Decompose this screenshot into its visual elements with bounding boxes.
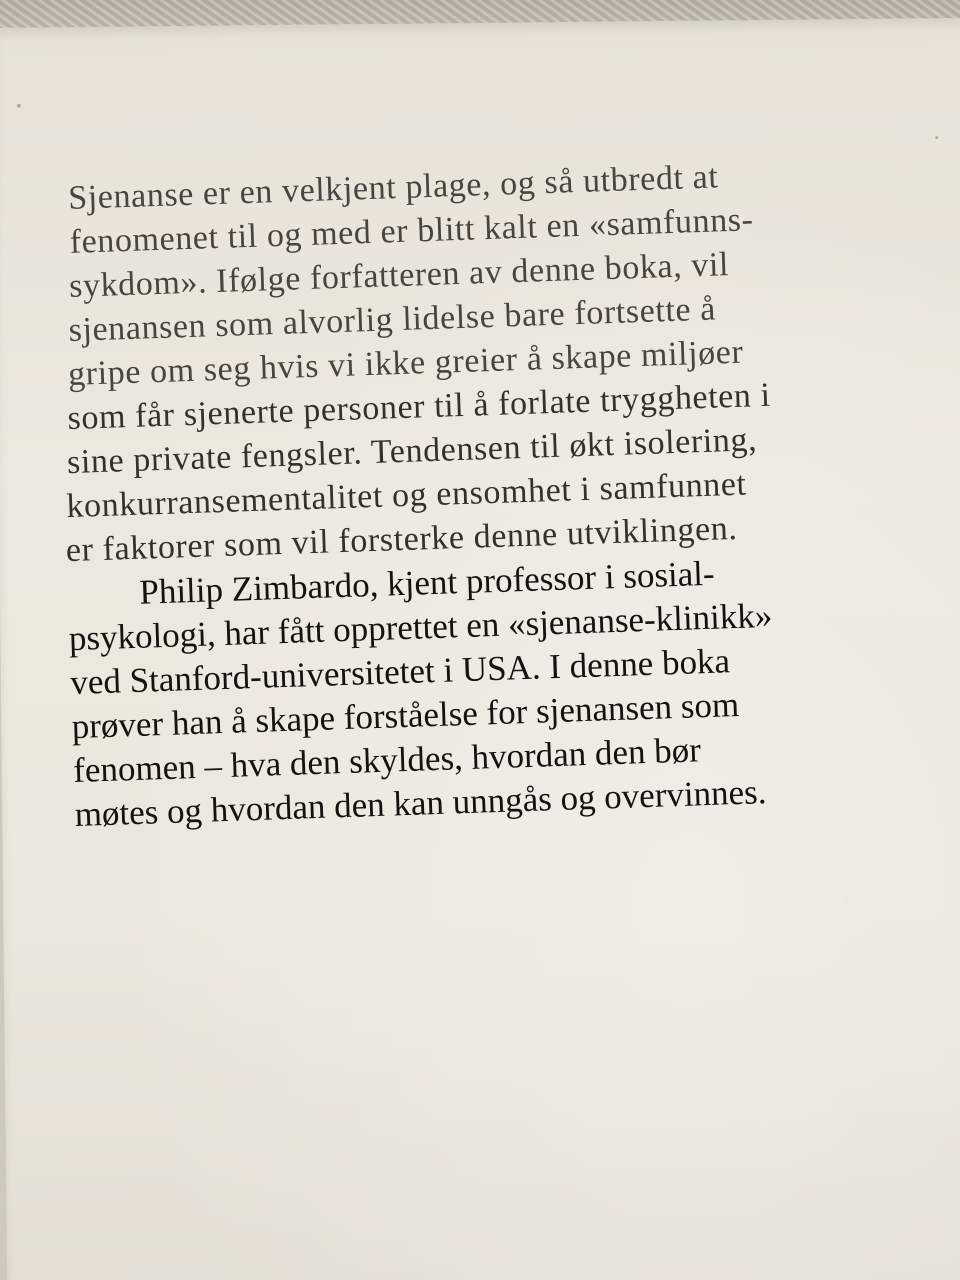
blurb-line: gripe om seg hvis vi ikke greier å skape miljøer: [67, 333, 744, 394]
blurb-line: sykdom». Ifølge forfatteren av denne boka, vil: [68, 246, 730, 305]
blurb-paragraph-1: [54, 149, 927, 573]
blurb-line: er faktorer som vil forsterke denne utviklingen.: [65, 509, 738, 570]
blurb-line: ved Stanford-universitetet i USA. I denne boka: [69, 641, 731, 703]
blurb-line: sjenansen som alvorlig lidelse bare fortsette å: [68, 290, 717, 349]
book-back-cover: [0, 18, 960, 1280]
blurb-line: Philip Zimbardo, kjent professor i sosial-: [138, 553, 716, 612]
blurb-line: møtes og hvordan den kan unngås og overvinnes.: [74, 772, 768, 835]
blurb-line: sine private fengsler. Tendensen til økt isolering,: [66, 421, 758, 482]
blurb-line: konkurransementalitet og ensomhet i samfunnet: [65, 465, 748, 526]
paper-speck: [935, 136, 938, 139]
paper-speck: [17, 104, 21, 108]
blurb-line: fenomen – hva den skyldes, hvordan den bør: [72, 730, 702, 791]
blurb-line: fenomenet til og med er blitt kalt en «samfunns-: [69, 201, 755, 261]
blurb-text: [54, 149, 935, 837]
blurb-line: som får sjenerte personer til å forlate tryggheten i: [66, 376, 772, 438]
blurb-paragraph-2: [67, 545, 935, 837]
blurb-line: prøver han å skape forståelse for sjenansen som: [71, 684, 740, 747]
blurb-line: Sjenanse er en velkjent plage, og så utbredt at: [67, 158, 719, 217]
blurb-line: psykologi, har fått opprettet en «sjenanse-klinikk»: [68, 595, 773, 659]
